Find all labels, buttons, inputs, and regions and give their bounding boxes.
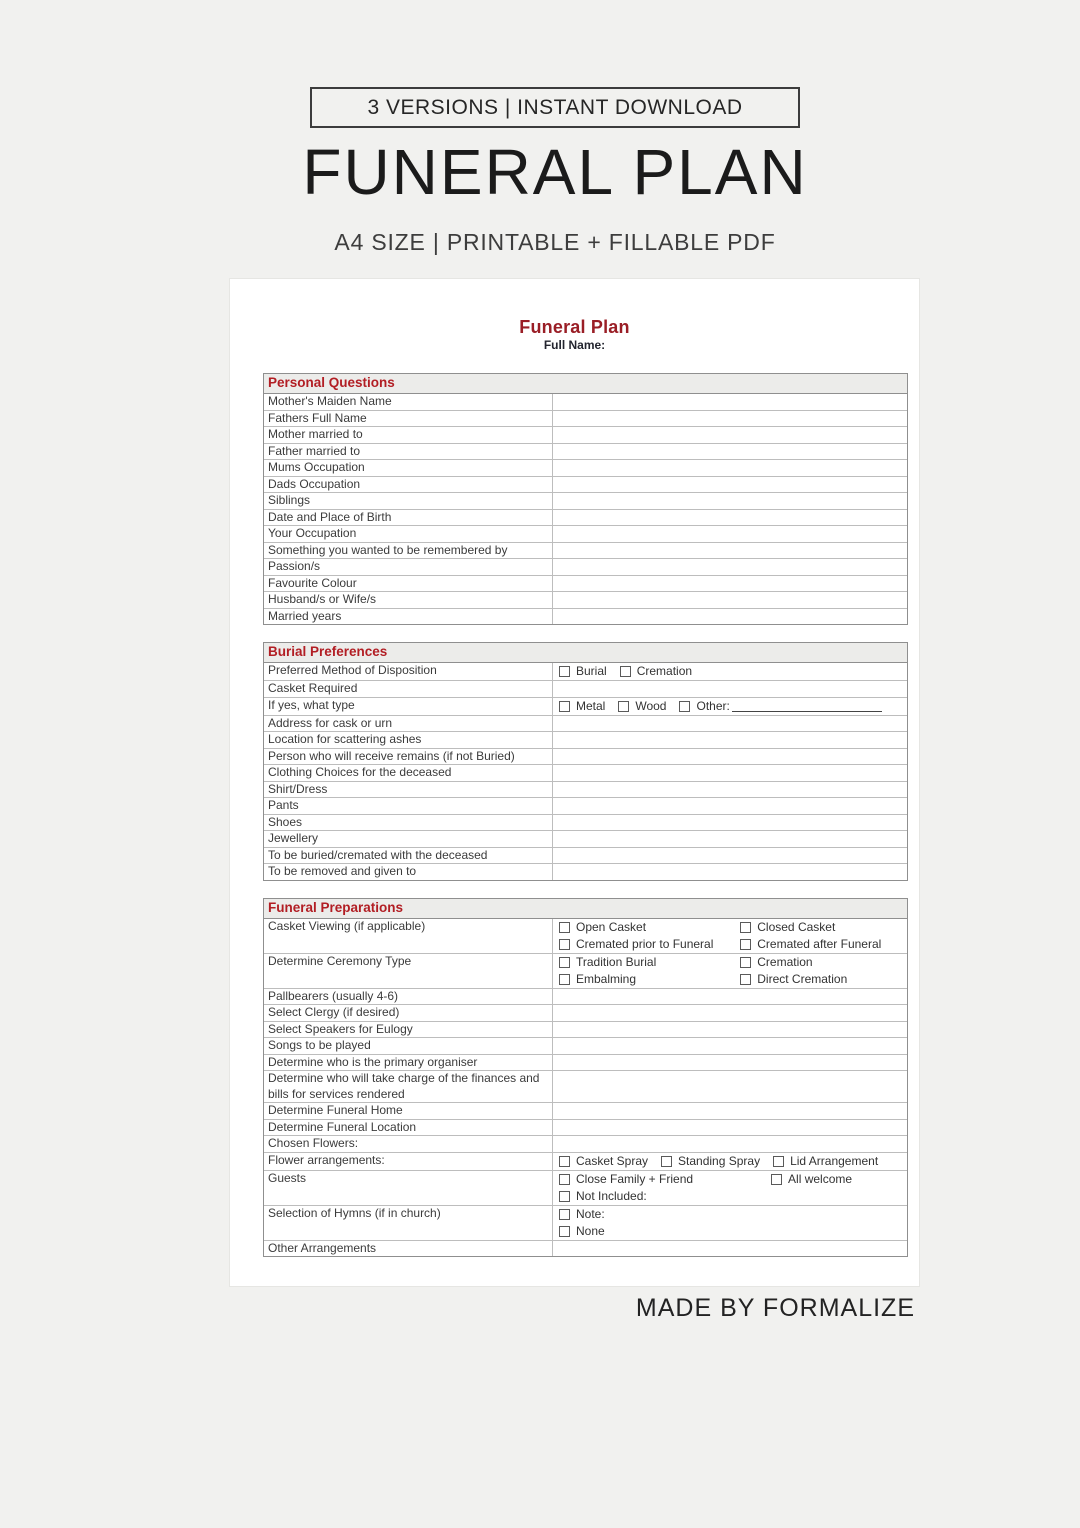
- row-label: Dads Occupation: [264, 477, 553, 493]
- checkbox-icon[interactable]: [559, 939, 570, 950]
- checkbox-label: Burial: [576, 664, 607, 678]
- checkbox-option[interactable]: [559, 1153, 648, 1170]
- table-row: [264, 764, 907, 781]
- row-value-field[interactable]: [553, 1055, 907, 1071]
- checkbox-label: Cremation: [757, 954, 813, 969]
- row-label: Determine Funeral Home: [264, 1103, 553, 1119]
- row-label: Preferred Method of Disposition: [264, 663, 553, 680]
- row-label: Favourite Colour: [264, 576, 553, 592]
- row-value-field[interactable]: [553, 815, 907, 831]
- table-row: [264, 608, 907, 625]
- row-value-field[interactable]: [553, 1241, 907, 1257]
- section-title: Funeral Preparations: [264, 899, 907, 919]
- row-label: Date and Place of Birth: [264, 510, 553, 526]
- table-row: [264, 1205, 907, 1240]
- section-burial-preferences: [263, 642, 908, 881]
- row-value-field[interactable]: [553, 1206, 907, 1240]
- row-value-field[interactable]: [553, 798, 907, 814]
- table-row: [264, 847, 907, 864]
- checkbox-icon[interactable]: [661, 1156, 672, 1167]
- table-row: [264, 1004, 907, 1021]
- checkbox-group: [559, 1171, 901, 1205]
- table-row: [264, 459, 907, 476]
- checkbox-icon[interactable]: [559, 922, 570, 933]
- row-label: Chosen Flowers:: [264, 1136, 553, 1152]
- checkbox-icon[interactable]: [559, 1174, 570, 1185]
- checkbox-icon[interactable]: [559, 666, 570, 677]
- checkbox-label: Not Included:: [576, 1188, 647, 1203]
- table-row: [264, 1102, 907, 1119]
- section-funeral-preparations: [263, 898, 908, 1258]
- checkbox-option[interactable]: [559, 1171, 771, 1188]
- row-value-field[interactable]: [553, 732, 907, 748]
- row-value-field[interactable]: [553, 477, 907, 493]
- section-title: Personal Questions: [264, 374, 907, 394]
- row-label: Casket Required: [264, 681, 553, 697]
- row-label: Selection of Hymns (if in church): [264, 1206, 553, 1240]
- checkbox-label: Metal: [576, 698, 606, 713]
- row-value-field[interactable]: [553, 1005, 907, 1021]
- table-row: [264, 1119, 907, 1136]
- checkbox-icon[interactable]: [740, 922, 751, 933]
- checkbox-label: Cremated prior to Funeral: [576, 936, 714, 951]
- checkbox-label: Other:: [696, 698, 730, 713]
- row-label: Father married to: [264, 444, 553, 460]
- document-title: Funeral Plan: [519, 317, 630, 337]
- checkbox-label: Standing Spray: [678, 1153, 761, 1168]
- row-label: Something you wanted to be remembered by: [264, 543, 553, 559]
- row-value-field[interactable]: [553, 592, 907, 608]
- row-value-field[interactable]: [553, 576, 907, 592]
- table-row: [264, 863, 907, 880]
- checkbox-label: Cremated after Funeral: [757, 936, 882, 951]
- table-row: [264, 575, 907, 592]
- checkbox-group: [559, 663, 901, 680]
- row-label: Jewellery: [264, 831, 553, 847]
- checkbox-icon[interactable]: [559, 957, 570, 968]
- row-label: Passion/s: [264, 559, 553, 575]
- table-row: [264, 988, 907, 1005]
- row-value-field[interactable]: [553, 1071, 907, 1102]
- row-value-field[interactable]: [553, 831, 907, 847]
- table-row: [264, 525, 907, 542]
- table-row: [264, 830, 907, 847]
- row-value-field[interactable]: [553, 848, 907, 864]
- checkbox-label: Lid Arrangement: [790, 1153, 879, 1168]
- table-row: [264, 663, 907, 680]
- document-sections: [263, 373, 908, 1274]
- checkbox-option[interactable]: [740, 936, 901, 953]
- table-row: [264, 953, 907, 988]
- checkbox-option[interactable]: [661, 1153, 760, 1170]
- checkbox-label: Cremation: [636, 664, 693, 678]
- checkbox-option[interactable]: [559, 954, 740, 971]
- row-value-field[interactable]: [553, 444, 907, 460]
- row-label: Flower arrangements:: [264, 1153, 553, 1170]
- checkbox-icon[interactable]: [559, 1209, 570, 1220]
- checkbox-label: Close Family + Friend: [576, 1171, 694, 1186]
- checkbox-icon[interactable]: [620, 666, 631, 677]
- row-label: Clothing Choices for the deceased: [264, 765, 553, 781]
- table-row: [264, 1054, 907, 1071]
- row-value-field[interactable]: [553, 543, 907, 559]
- table-row: [264, 1021, 907, 1038]
- row-label: Fathers Full Name: [264, 411, 553, 427]
- table-row: [264, 1070, 907, 1102]
- checkbox-icon[interactable]: [740, 957, 751, 968]
- row-value-field[interactable]: [553, 765, 907, 781]
- checkbox-label: Closed Casket: [757, 919, 836, 934]
- row-value-field[interactable]: [553, 493, 907, 509]
- row-label: Shoes: [264, 815, 553, 831]
- table-row: [264, 1135, 907, 1152]
- row-label: Songs to be played: [264, 1038, 553, 1054]
- row-label: To be buried/cremated with the deceased: [264, 848, 553, 864]
- row-label: Determine Ceremony Type: [264, 954, 553, 988]
- checkbox-option[interactable]: [559, 1206, 901, 1223]
- table-row: [264, 558, 907, 575]
- table-row: [264, 509, 907, 526]
- row-value-field[interactable]: [553, 411, 907, 427]
- checkbox-icon[interactable]: [740, 974, 751, 985]
- row-label: Location for scattering ashes: [264, 732, 553, 748]
- row-label: If yes, what type: [264, 698, 553, 715]
- checkbox-label: None: [576, 1223, 605, 1238]
- table-row: [264, 1170, 907, 1205]
- checkbox-option[interactable]: [771, 1171, 901, 1188]
- table-row: [264, 591, 907, 608]
- row-label: Mother married to: [264, 427, 553, 443]
- table-row: [264, 680, 907, 697]
- checkbox-option[interactable]: [559, 1223, 901, 1240]
- row-label: Shirt/Dress: [264, 782, 553, 798]
- checkbox-icon[interactable]: [559, 974, 570, 985]
- checkbox-option[interactable]: [559, 971, 740, 988]
- checkbox-icon[interactable]: [559, 1226, 570, 1237]
- row-label: Mums Occupation: [264, 460, 553, 476]
- checkbox-label: Note:: [576, 1206, 605, 1221]
- row-label: Address for cask or urn: [264, 716, 553, 732]
- row-value-field[interactable]: [553, 526, 907, 542]
- checkbox-label: Embalming: [576, 971, 637, 986]
- checkbox-label: Direct Cremation: [757, 971, 848, 986]
- version-badge-text: 3 VERSIONS | INSTANT DOWNLOAD: [367, 95, 743, 119]
- row-value-field[interactable]: [553, 782, 907, 798]
- table-row: [264, 542, 907, 559]
- table-row: [264, 426, 907, 443]
- table-row: [264, 492, 907, 509]
- row-label: Married years: [264, 609, 553, 625]
- row-value-field[interactable]: [553, 681, 907, 697]
- section-personal-questions: [263, 373, 908, 625]
- write-line[interactable]: [732, 700, 882, 712]
- checkbox-icon[interactable]: [740, 939, 751, 950]
- row-value-field[interactable]: [553, 460, 907, 476]
- checkbox-icon[interactable]: [559, 1156, 570, 1167]
- table-row: [264, 731, 907, 748]
- checkbox-group: [559, 1153, 901, 1170]
- table-row: [264, 476, 907, 493]
- row-label: Determine who will take charge of the finances and bills for services rendered: [264, 1071, 553, 1102]
- checkbox-icon[interactable]: [771, 1174, 782, 1185]
- row-label: Determine Funeral Location: [264, 1120, 553, 1136]
- row-value-field[interactable]: [553, 1038, 907, 1054]
- checkbox-option[interactable]: [559, 698, 605, 715]
- checkbox-group: [559, 954, 901, 988]
- checkbox-group: [559, 1206, 901, 1240]
- row-value-field[interactable]: [553, 919, 907, 953]
- row-value-field[interactable]: [553, 1136, 907, 1152]
- checkbox-option[interactable]: [559, 919, 740, 936]
- section-title: Burial Preferences: [264, 643, 907, 663]
- row-label: Other Arrangements: [264, 1241, 553, 1257]
- table-row: [264, 1037, 907, 1054]
- brand-credit: MADE BY FORMALIZE: [635, 1294, 915, 1322]
- table-row: [264, 781, 907, 798]
- row-label: Your Occupation: [264, 526, 553, 542]
- table-row: [264, 748, 907, 765]
- row-value-field[interactable]: [553, 427, 907, 443]
- product-subtitle: A4 SIZE | PRINTABLE + FILLABLE PDF: [334, 229, 776, 255]
- checkbox-option[interactable]: [559, 936, 740, 953]
- row-value-field[interactable]: [553, 716, 907, 732]
- row-label: Determine who is the primary organiser: [264, 1055, 553, 1071]
- row-label: Guests: [264, 1171, 553, 1205]
- checkbox-group: [559, 698, 901, 715]
- table-row: [264, 443, 907, 460]
- row-value-field[interactable]: [553, 989, 907, 1005]
- row-label: Husband/s or Wife/s: [264, 592, 553, 608]
- document-full-name-label: Full Name:: [543, 338, 606, 352]
- row-label: Select Speakers for Eulogy: [264, 1022, 553, 1038]
- checkbox-label: All welcome: [788, 1171, 853, 1186]
- table-row: [264, 919, 907, 953]
- table-row: [264, 394, 907, 410]
- checkbox-option[interactable]: [740, 954, 901, 971]
- row-value-field[interactable]: [553, 1103, 907, 1119]
- checkbox-option[interactable]: [773, 1153, 878, 1170]
- product-title: FUNERAL PLAN: [302, 136, 808, 208]
- row-value-field[interactable]: [553, 954, 907, 988]
- row-value-field[interactable]: [553, 749, 907, 765]
- row-value-field[interactable]: [553, 698, 907, 715]
- checkbox-label: Casket Spray: [576, 1153, 649, 1168]
- row-value-field[interactable]: [553, 1153, 907, 1170]
- checkbox-icon[interactable]: [559, 1191, 570, 1202]
- row-value-field[interactable]: [553, 609, 907, 625]
- row-value-field[interactable]: [553, 864, 907, 880]
- row-label: Select Clergy (if desired): [264, 1005, 553, 1021]
- checkbox-option[interactable]: [679, 698, 881, 715]
- checkbox-option[interactable]: [620, 663, 692, 680]
- table-row: [264, 1152, 907, 1170]
- checkbox-option[interactable]: [740, 971, 901, 988]
- row-value-field[interactable]: [553, 559, 907, 575]
- checkbox-label: Wood: [635, 698, 667, 713]
- row-value-field[interactable]: [553, 1022, 907, 1038]
- table-row: [264, 797, 907, 814]
- checkbox-option[interactable]: [559, 1188, 771, 1205]
- row-label: Pants: [264, 798, 553, 814]
- row-value-field[interactable]: [553, 1120, 907, 1136]
- row-label: Pallbearers (usually 4-6): [264, 989, 553, 1005]
- row-label: To be removed and given to: [264, 864, 553, 880]
- checkbox-option[interactable]: [740, 919, 901, 936]
- row-label: Person who will receive remains (if not Buried): [264, 749, 553, 765]
- row-label: Casket Viewing (if applicable): [264, 919, 553, 953]
- checkbox-label: Open Casket: [576, 919, 647, 934]
- checkbox-group: [559, 919, 901, 953]
- checkbox-option[interactable]: [559, 663, 607, 680]
- row-value-field[interactable]: [553, 1171, 907, 1205]
- document-preview: [229, 278, 920, 1287]
- row-value-field[interactable]: [553, 394, 907, 410]
- row-value-field[interactable]: [553, 663, 907, 680]
- row-label: Siblings: [264, 493, 553, 509]
- table-row: [264, 814, 907, 831]
- checkbox-option[interactable]: [618, 698, 666, 715]
- table-row: [264, 715, 907, 732]
- version-badge: [310, 87, 800, 128]
- checkbox-label: Tradition Burial: [576, 954, 657, 969]
- table-row: [264, 1240, 907, 1257]
- checkbox-icon[interactable]: [618, 701, 629, 712]
- checkbox-icon[interactable]: [679, 701, 690, 712]
- table-row: [264, 410, 907, 427]
- checkbox-icon[interactable]: [559, 701, 570, 712]
- checkbox-icon[interactable]: [773, 1156, 784, 1167]
- row-value-field[interactable]: [553, 510, 907, 526]
- row-label: Mother's Maiden Name: [264, 394, 553, 410]
- table-row: [264, 697, 907, 715]
